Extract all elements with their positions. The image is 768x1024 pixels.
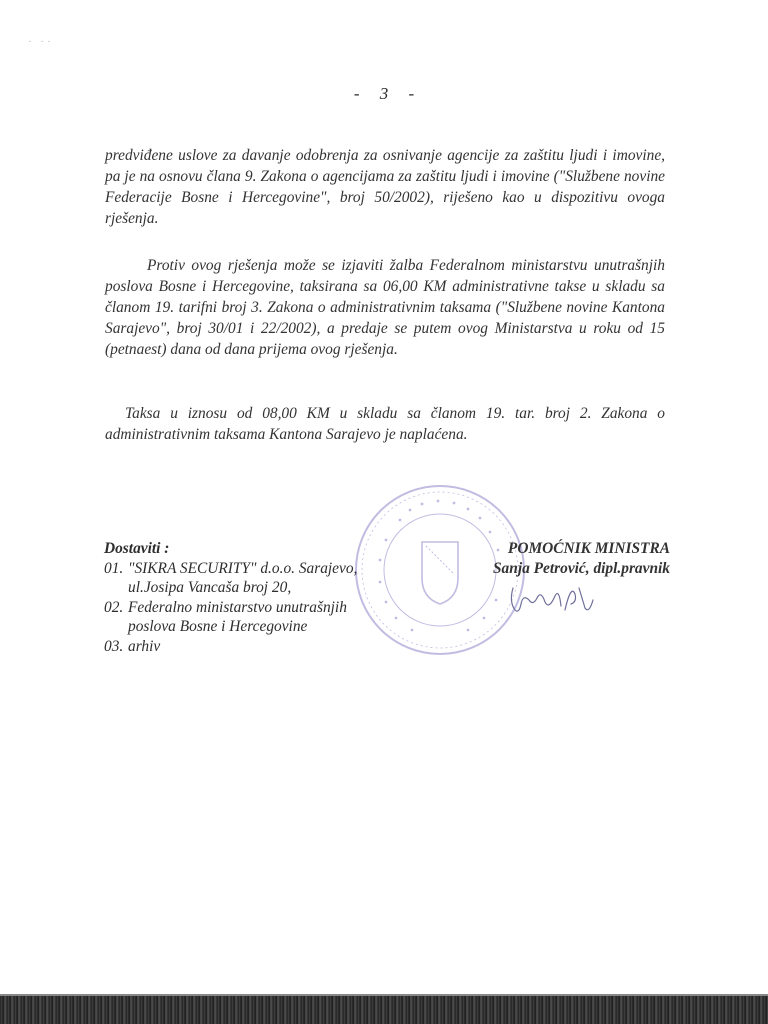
delivery-item bbox=[104, 637, 404, 657]
delivery-item-number: 01. bbox=[104, 559, 124, 577]
delivery-item bbox=[104, 559, 404, 579]
signer-title: POMOĆNIK MINISTRA bbox=[507, 540, 670, 557]
delivery-title: Dostaviti : bbox=[104, 540, 170, 557]
delivery-item-text: arhiv bbox=[128, 637, 161, 655]
scan-edge-bar bbox=[0, 996, 768, 1024]
delivery-item-text: Federalno ministarstvo unutrašnjih bbox=[128, 598, 347, 616]
delivery-item-number: 03. bbox=[104, 637, 124, 655]
delivery-item-text: "SIKRA SECURITY" d.o.o. Sarajevo, bbox=[128, 559, 358, 577]
paragraph-decision-basis: predviđene uslove za davanje odobrenja za osnivanje agencije za zaštitu ljudi i imovine, pa je na osnovu člana 9. Zakona o agencijama za zaštitu ljudi i imovine ("Službene novine Federacije Bosne i Hercegovine", broj 50/2002), riješeno kao u dispozitivu ovoga rješenja. bbox=[105, 147, 665, 227]
delivery-item-continuation: poslova Bosne i Hercegovine bbox=[128, 618, 308, 635]
signer-name: Sanja Petrović, dipl.pravnik bbox=[493, 559, 670, 577]
handwritten-signature-icon bbox=[505, 580, 595, 620]
page-number: - 3 - bbox=[353, 84, 415, 103]
delivery-list bbox=[104, 539, 404, 656]
paragraph-fee-notice: Taksa u iznosu od 08,00 KM u skladu sa članom 19. tar. broj 2. Zakona o administrativnim taksama Kantona Sarajevo je naplaćena. bbox=[105, 405, 665, 443]
signature-block bbox=[430, 539, 670, 578]
delivery-item-continuation: ul.Josipa Vancaša broj 20, bbox=[128, 579, 292, 596]
paragraph-appeal-notice: Protiv ovog rješenja može se izjaviti žalba Federalnom ministarstvu unutrašnjih poslova Bosne i Hercegovine, taksirana sa 06,00 KM administrativne takse u skladu sa članom 19. tarifni broj 3. Zakona o administrativnim taksama ("Službene novine Kantona Sarajevo", broj 30/01 i 22/2002), a predaje se putem ovog Ministarstva u roku od 15 (petnaest) dana od dana prijema ovog rješenja. bbox=[105, 257, 665, 358]
delivery-item-number: 02. bbox=[104, 598, 124, 616]
delivery-item bbox=[104, 598, 404, 618]
scan-artifact: · ·· bbox=[28, 36, 54, 48]
